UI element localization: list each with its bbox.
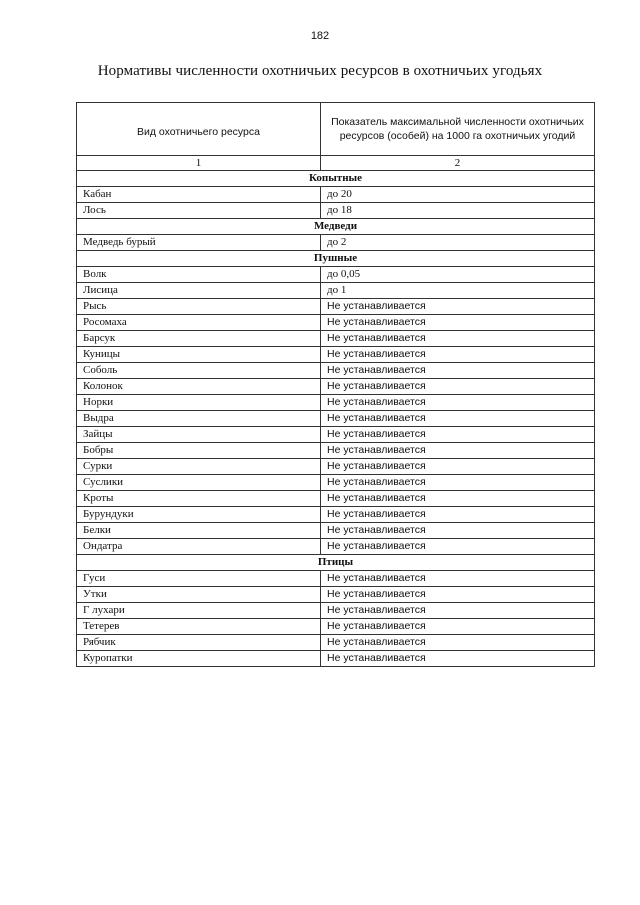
species-cell: Лось (77, 203, 321, 219)
species-cell: Ондатра (77, 539, 321, 555)
max-count-cell: до 18 (321, 203, 595, 219)
table-row (77, 187, 595, 203)
table-row (77, 539, 595, 555)
max-count-cell: Не устанавливается (321, 651, 595, 667)
species-cell: Волк (77, 267, 321, 283)
species-cell: Медведь бурый (77, 235, 321, 251)
table-row (77, 395, 595, 411)
species-cell: Тетерев (77, 619, 321, 635)
species-cell: Куницы (77, 347, 321, 363)
max-count-cell: до 1 (321, 283, 595, 299)
max-count-cell: Не устанавливается (321, 443, 595, 459)
page-title: Нормативы численности охотничьих ресурсов в охотничьих угодьях (97, 63, 543, 79)
max-count-cell: Не устанавливается (321, 571, 595, 587)
max-count-cell: Не устанавливается (321, 459, 595, 475)
species-cell: Норки (77, 395, 321, 411)
group-row (77, 555, 595, 571)
species-cell: Кроты (77, 491, 321, 507)
species-cell: Лисица (77, 283, 321, 299)
table-row (77, 235, 595, 251)
table-row (77, 283, 595, 299)
species-cell: Бобры (77, 443, 321, 459)
max-count-cell: Не устанавливается (321, 315, 595, 331)
group-title: Пушные (77, 251, 595, 267)
species-cell: Сурки (77, 459, 321, 475)
max-count-cell: Не устанавливается (321, 331, 595, 347)
table-row (77, 427, 595, 443)
table-row (77, 411, 595, 427)
max-count-cell: Не устанавливается (321, 619, 595, 635)
max-count-cell: Не устанавливается (321, 427, 595, 443)
max-count-cell: Не устанавливается (321, 395, 595, 411)
species-cell: Соболь (77, 363, 321, 379)
species-cell: Гуси (77, 571, 321, 587)
norms-table (76, 102, 595, 667)
table-row (77, 459, 595, 475)
table-row (77, 619, 595, 635)
max-count-cell: Не устанавливается (321, 379, 595, 395)
group-row (77, 171, 595, 187)
table-row (77, 507, 595, 523)
max-count-cell: Не устанавливается (321, 603, 595, 619)
max-count-cell: Не устанавливается (321, 299, 595, 315)
max-count-cell: Не устанавливается (321, 491, 595, 507)
table-row (77, 315, 595, 331)
max-count-cell: до 2 (321, 235, 595, 251)
max-count-cell: до 20 (321, 187, 595, 203)
max-count-cell: Не устанавливается (321, 539, 595, 555)
species-cell: Куропатки (77, 651, 321, 667)
table-row (77, 203, 595, 219)
table-row (77, 571, 595, 587)
species-cell: Утки (77, 587, 321, 603)
norms-table-body (77, 103, 595, 667)
table-row (77, 363, 595, 379)
column-number-1: 1 (77, 156, 321, 171)
max-count-cell: до 0,05 (321, 267, 595, 283)
species-cell: Рысь (77, 299, 321, 315)
species-cell: Белки (77, 523, 321, 539)
column-number-row (77, 156, 595, 171)
species-cell: Выдра (77, 411, 321, 427)
table-header-row (77, 103, 595, 156)
group-title: Птицы (77, 555, 595, 571)
group-row (77, 219, 595, 235)
table-row (77, 587, 595, 603)
group-title: Медведи (77, 219, 595, 235)
table-row (77, 491, 595, 507)
table-row (77, 635, 595, 651)
species-cell: Г лухари (77, 603, 321, 619)
group-row (77, 251, 595, 267)
table-row (77, 523, 595, 539)
table-row (77, 475, 595, 491)
species-cell: Бурундуки (77, 507, 321, 523)
species-cell: Колонок (77, 379, 321, 395)
max-count-cell: Не устанавливается (321, 635, 595, 651)
group-title: Копытные (77, 171, 595, 187)
species-cell: Рябчик (77, 635, 321, 651)
species-cell: Барсук (77, 331, 321, 347)
table-row (77, 299, 595, 315)
max-count-cell: Не устанавливается (321, 523, 595, 539)
species-cell: Суслики (77, 475, 321, 491)
species-cell: Росомаха (77, 315, 321, 331)
table-row (77, 267, 595, 283)
table-row (77, 331, 595, 347)
species-cell: Кабан (77, 187, 321, 203)
species-cell: Зайцы (77, 427, 321, 443)
page-number: 182 (310, 30, 330, 42)
max-count-cell: Не устанавливается (321, 347, 595, 363)
header-max-count: Показатель максимальной численности охотничьих ресурсов (особей) на 1000 га охотничьих угодий (321, 103, 595, 156)
table-row (77, 443, 595, 459)
table-row (77, 603, 595, 619)
max-count-cell: Не устанавливается (321, 475, 595, 491)
max-count-cell: Не устанавливается (321, 587, 595, 603)
column-number-2: 2 (321, 156, 595, 171)
max-count-cell: Не устанавливается (321, 363, 595, 379)
header-species: Вид охотничьего ресурса (77, 103, 321, 156)
table-row (77, 379, 595, 395)
max-count-cell: Не устанавливается (321, 411, 595, 427)
max-count-cell: Не устанавливается (321, 507, 595, 523)
table-row (77, 347, 595, 363)
table-row (77, 651, 595, 667)
